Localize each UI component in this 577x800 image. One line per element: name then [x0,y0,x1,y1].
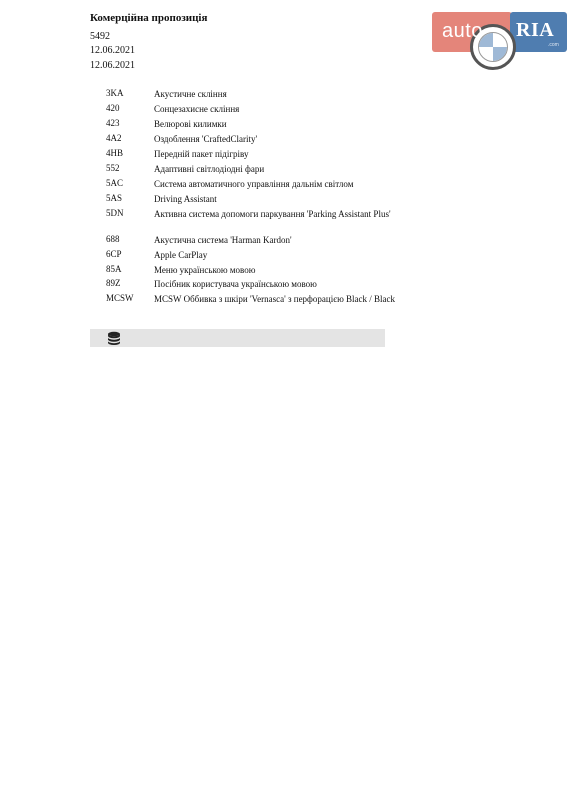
option-code: 5AS [106,193,123,203]
option-description: Apple CarPlay [154,250,208,260]
page-title: Комерційна пропозиція [90,12,208,24]
option-code: 423 [106,118,120,128]
logo-text-ria: RIA [516,19,555,41]
option-description: Акустична система 'Harman Kardon' [154,235,292,245]
meta-value: 5492 [90,31,110,42]
option-code: 5AC [106,178,124,188]
option-code: 4A2 [106,133,122,143]
option-description: Активна система допомоги паркування 'Parking Assistant Plus' [154,209,391,219]
option-description: Посібник користувача українською мовою [154,279,317,289]
option-code: 552 [106,163,120,173]
option-description: Акустичне скління [154,89,227,99]
option-code: 688 [106,234,120,244]
option-code: 89Z [106,278,121,288]
option-code: 420 [106,103,120,113]
option-code: 4HB [106,148,124,158]
coins-stack-icon [106,331,122,345]
option-description: Сонцезахисне скління [154,104,240,114]
option-description: Меню українською мовою [154,265,256,275]
logo-text-sub: .com [548,42,559,48]
option-code: MCSW [106,293,134,303]
option-description: Велюрові килимки [154,119,227,129]
logo-text-auto: auto [442,20,483,42]
option-description: MCSW Оббивка з шкіри 'Vernasca' з перфорацією Black / Black [154,294,396,304]
option-description: Оздоблення 'CraftedClarity' [154,134,258,144]
meta-value: 12.06.2021 [90,45,135,56]
option-code: 5DN [106,208,124,218]
option-code: 85A [106,264,122,274]
meta-value: 12.06.2021 [90,60,135,71]
option-description: Система автоматичного управління дальнім світлом [154,179,354,189]
option-description: Адаптивні світлодіодні фари [154,164,265,174]
summary-bar [90,329,385,347]
option-description: Driving Assistant [154,194,217,204]
option-description: Передній пакет підігріву [154,149,249,159]
option-code: 6CP [106,249,122,259]
auto-ria-logo [432,12,567,70]
option-code: 3KA [106,88,124,98]
